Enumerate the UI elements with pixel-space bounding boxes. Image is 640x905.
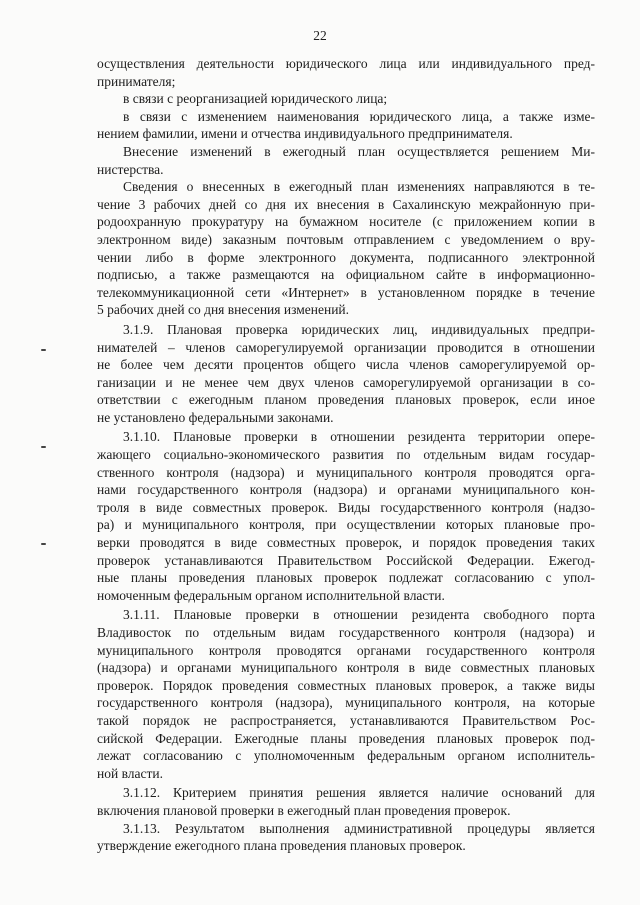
text-line: телекоммуникационной сети «Интернет» в установленном порядке в течение: [97, 284, 595, 300]
paragraph: [97, 428, 595, 604]
text-line: ра) и муниципального контроля, при осуществлении которых плановые про-: [97, 517, 595, 533]
text-line: проверок устанавливаются Правительством Российской Федерации. Ежегод-: [97, 552, 595, 568]
text-line: в связи с изменением наименования юридического лица, а также изме-: [123, 108, 595, 124]
text-line: верки проводятся в виде совместных проверок, и порядок проведения таких: [97, 535, 595, 551]
text-line: 3.1.13. Результатом выполнения административной процедуры является: [123, 820, 595, 836]
text-line: сийской Федерации. Ежегодные планы проведения плановых проверок под-: [97, 730, 595, 746]
text-line: утверждение ежегодного плана проведения плановых проверок.: [97, 838, 466, 854]
text-line: 3.1.9. Плановая проверка юридических лиц, индивидуальных предпри-: [123, 321, 595, 337]
text-line: нами государственного контроля (надзора) и органами муниципального кон-: [97, 482, 595, 498]
text-line: ственного контроля (надзора) и муниципального контроля проводятся орга-: [97, 464, 595, 480]
paragraph: [97, 820, 595, 855]
text-line: ной власти.: [97, 765, 163, 781]
text-line: проверок. Порядок проведения совместных плановых проверок, а также виды: [97, 677, 595, 693]
paragraph: [97, 90, 595, 108]
paragraph: [97, 178, 595, 319]
text-line: Владивосток по отдельным видам государственного контроля (надзора) и: [97, 625, 595, 640]
text-line: принимателя;: [97, 73, 176, 89]
text-line: 3.1.12. Критерием принятия решения является наличие оснований для: [123, 785, 595, 801]
text-line: лежат согласованию с уполномоченным федеральным органом исполнитель-: [97, 748, 595, 764]
text-line: осуществления деятельности юридического лица или индивидуального пред-: [97, 56, 595, 71]
text-line: чении либо в форме электронного документа, подписанного электронной: [97, 249, 595, 265]
text-line: 3.1.10. Плановые проверки в отношении резидента территории опере-: [123, 429, 595, 445]
text-line: муниципального контроля проводятся органами государственного контроля: [97, 642, 595, 658]
text-line: жающего социально-экономического развития по отдельным видам государ-: [97, 447, 595, 463]
text-line: 5 рабочих дней со дня внесения изменений.: [97, 302, 350, 318]
text-line: нением фамилии, имени и отчества индивидуального предпринимателя.: [97, 126, 513, 142]
paragraph: [97, 321, 595, 427]
document-body: [97, 55, 595, 855]
paragraph: [97, 55, 595, 90]
text-line: Сведения о внесенных в ежегодный план изменениях направляются в те-: [123, 179, 595, 195]
text-line: родоохранную прокуратуру на бумажном носителе (с приложением копии в: [97, 214, 595, 230]
text-line: чение 3 рабочих дней со дня их внесения в Сахалинскую межрайонную при-: [97, 196, 595, 212]
text-line: 3.1.11. Плановые проверки в отношении резидента свободного порта: [123, 607, 595, 623]
text-line: (надзора) и органами муниципального контроля в виде совместных плановых: [97, 660, 595, 676]
paragraph: [97, 143, 595, 178]
text-line: такой порядок не распространяется, устанавливаются Правительством Рос-: [97, 712, 595, 728]
text-line: подписью, а также размещаются на официальном сайте в информационно-: [97, 267, 595, 283]
text-line: в связи с реорганизацией юридического лица;: [123, 91, 388, 107]
text-line: нимателей – членов саморегулируемой организации проводится в отношении: [97, 339, 595, 355]
text-line: не более чем десяти процентов общего числа членов саморегулируемой ор-: [97, 357, 595, 373]
text-line: Внесение изменений в ежегодный план осуществляется решением Ми-: [123, 143, 595, 159]
text-line: электронном виде) заказным почтовым отправлением с уведомлением о вру-: [97, 231, 595, 247]
paragraph: [97, 108, 595, 143]
text-line: ганизации и не менее чем двух членов саморегулируемой организации в со-: [97, 374, 595, 390]
margin-mark: [41, 446, 46, 448]
text-line: не установлено федеральными законами.: [97, 409, 334, 425]
text-line: включения плановой проверки в ежегодный план проведения проверок.: [97, 802, 511, 818]
margin-mark: [41, 543, 46, 545]
text-line: ответствии с ежегодным планом проведения плановых проверок, если иное: [97, 392, 595, 408]
text-line: ные планы проведения плановых проверок подлежат согласованию с упол-: [97, 570, 595, 586]
text-line: нистерства.: [97, 161, 164, 177]
paragraph: [97, 606, 595, 782]
margin-mark: [41, 349, 46, 351]
paragraph: [97, 784, 595, 819]
text-line: номоченным федеральным органом исполнительной власти.: [97, 587, 445, 603]
page-number: 22: [313, 28, 327, 43]
text-line: государственного контроля (надзора), муниципального контроля, на которые: [97, 695, 595, 711]
text-line: троля в виде совместных проверок. Виды государственного контроля (надзо-: [97, 499, 595, 515]
